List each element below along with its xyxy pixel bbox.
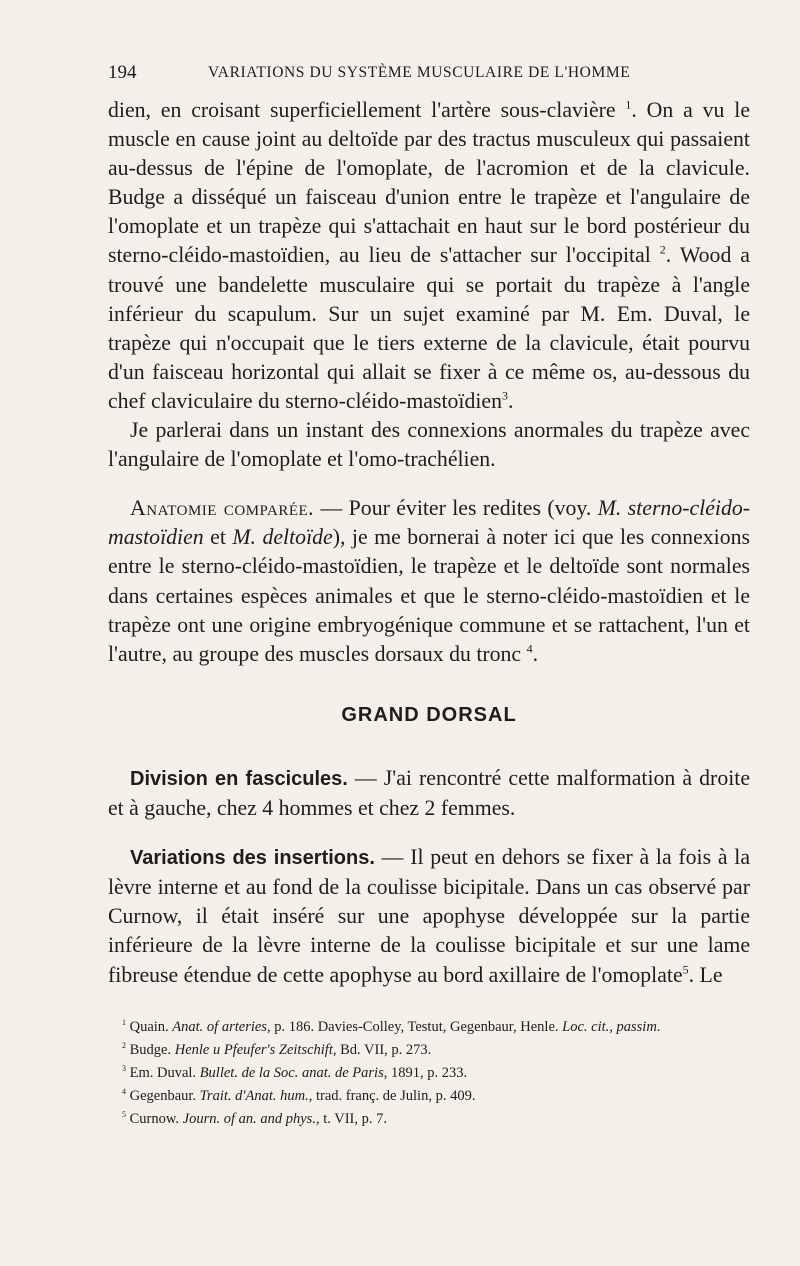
footnote-ref: 3 [502, 388, 508, 403]
paragraph-label: Division en fascicules. [130, 768, 348, 790]
paragraph-variations: Variations des insertions. — Il peut en dehors se fixer à la fois à la lèvre interne et au fond de la coulisse bicipitale. Dans un cas observé par Curnow, il était inséré sur une apophyse développée sur la partie inférieure de la lèvre interne de la coulisse bicipitale et sur une lame fibreuse étendue de cette apophyse au bord axillaire de l'omoplate$^5$. Le [108, 845, 750, 987]
footnote-ref: 2 [659, 243, 666, 258]
paragraph-anatomie-comparee: Anatomie comparée. — Pour éviter les redites (voy. M. sterno-cléido-mastoïdien et M. deltoïde), je me bornerai à noter ici que les connexions entre le sterno-cléido-mastoïdien, le trapèze et le deltoïde sont normales dans certaines espèces animales et que le sterno-cléido-mastoïdien et le trapèze ont une origine embryogénique commune et se rattachent, l'un et l'autre, au groupe des muscles dorsaux du tronc $^4$. [108, 496, 750, 666]
footnote-ref: 4 [526, 641, 533, 656]
main-text-section [108, 764, 750, 990]
paragraph-connexions: Je parlerai dans un instant des connexions anormales du trapèze avec l'angulaire de l'omoplate et l'omo-trachélien. [108, 418, 750, 472]
footnote-ref: 1 [625, 97, 632, 112]
paragraph-trapeze-continuation: dien, en croisant superficiellement l'artère sous-clavière $^1$. On a vu le muscle en cause joint au deltoïde par des tractus musculeux qui passaient au-dessus de l'épine de l'omoplate, de l'acromion et de la clavicule. Budge a disséqué un faisceau d'union entre le trapèze et l'angulaire de l'omoplate et un trapèze qui s'attachait en haut sur le bord postérieur du sterno-cléido-mastoïdien, au lieu de s'attacher sur l'occipital $^2$. Wood a trouvé une bandelette musculaire qui se portait du trapèze à l'angle inférieur du scapulum. Sur un sujet examiné par M. Em. Duval, le trapèze qui n'occupait que le tiers externe de la clavicule, était pourvu d'un faisceau horizontal qui allait se fixer à ce même os, au-dessous du chef claviculaire du sterno-cléido-mastoïdien$^3$. [108, 97, 750, 413]
running-title: VARIATIONS DU SYSTÈME MUSCULAIRE DE L'HOMME [208, 64, 631, 81]
footnote-ref: 5 [682, 962, 689, 977]
footnotes [108, 1018, 750, 1133]
paragraph-label: Anatomie comparée. [130, 496, 315, 521]
paragraph-label: Variations des insertions. [130, 847, 375, 870]
footnote-4: $^4$ Gegenbaur. Trait. d'Anat. hum., trad. franç. de Julin, p. 409. [122, 1087, 476, 1104]
page-number: 194 [108, 62, 137, 83]
page-header [108, 62, 750, 90]
footnote-2: $^2$ Budge. Henle u Pfeufer's Zeitschift, Bd. VII, p. 273. [122, 1041, 432, 1058]
footnote-5: $^5$ Curnow. Journ. of an. and phys., t. VII, p. 7. [122, 1110, 387, 1127]
main-text [108, 96, 750, 669]
paragraph-division: Division en fascicules. — J'ai rencontré cette malformation à droite et à gauche, chez 4 hommes et chez 2 femmes. [108, 766, 750, 821]
footnote-3: $^3$ Em. Duval. Bullet. de la Soc. anat. de Paris, 1891, p. 233. [122, 1064, 468, 1081]
section-heading: GRAND DORSAL [341, 704, 517, 726]
footnote-1: $^1$ Quain. Anat. of arteries, p. 186. Davies-Colley, Testut, Gegenbaur, Henle. Loc. cit., passim. [122, 1018, 661, 1035]
